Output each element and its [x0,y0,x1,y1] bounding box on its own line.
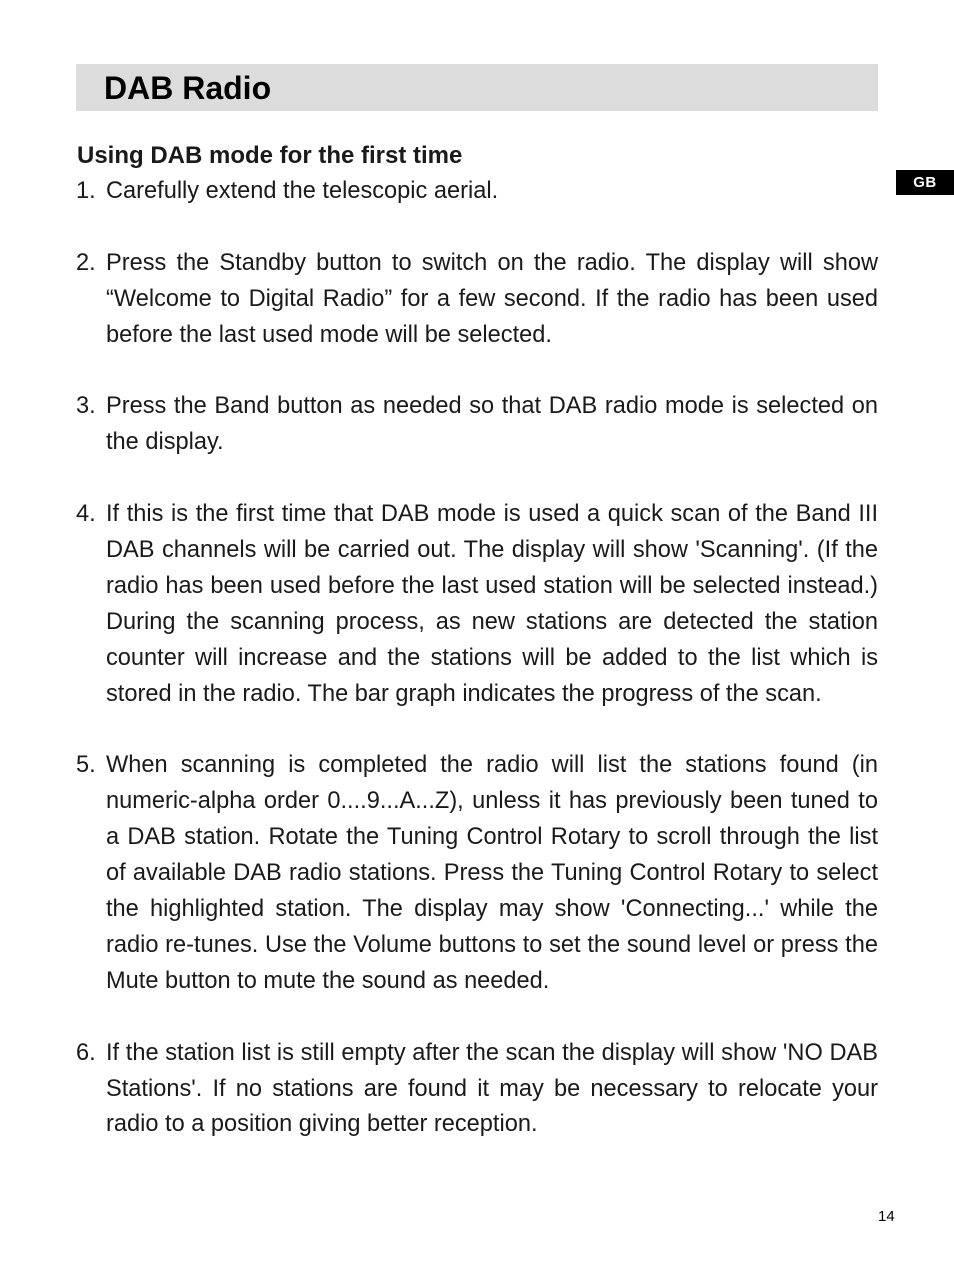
instruction-step-4 [76,497,878,712]
step-number: 6. [76,1039,96,1066]
language-tab: GB [896,170,954,195]
step-text: Carefully extend the telescopic aerial. [106,178,499,204]
instruction-step-5 [76,748,878,999]
step-number: 2. [76,249,96,276]
step-number: 3. [76,393,96,420]
step-text: If the station list is still empty after the scan the display will show 'NO DAB Stations'. If no stations are found it may be necessary to relocate your radio to a position giving better reception. [106,1039,878,1138]
step-text: If this is the first time that DAB mode is used a quick scan of the Band III DAB channels will be carried out. The display will show 'Scanning'. (If the radio has been used before the last used station will be selected instead.) During the scanning process, as new stations are detected the station counter will increase and the stations will be added to the list which is stored in the radio. The bar graph indicates the progress of the scan. [106,501,878,707]
step-text: When scanning is completed the radio will list the stations found (in numeric-alpha order 0....9...A...Z), unless it has previously been tuned to a DAB station. Rotate the Tuning Control Rotary to scroll through the list of available DAB radio stations. Press the Tuning Control Rotary to select the highlighted station. The display may show 'Connecting...' while the radio re-tunes. Use the Volume buttons to set the sound level or press the Mute button to mute the sound as needed. [106,752,878,994]
step-number: 1. [76,178,96,204]
instruction-list [76,174,878,1179]
step-text: Press the Standby button to switch on the radio. The display will show “Welcome to Digital Radio” for a few second. If the radio has been used before the last used mode will be selected. [106,249,878,348]
page-title: DAB Radio [104,70,272,106]
section-heading: Using DAB mode for the first time [77,142,463,169]
instruction-step-2 [76,246,878,354]
step-text: Press the Band button as needed so that DAB radio mode is selected on the display. [106,393,878,456]
instruction-step-3 [76,389,878,461]
page-number: 14 [878,1208,895,1225]
title-bar [76,64,878,111]
instruction-step-6 [76,1036,878,1144]
instruction-step-1 [76,174,878,210]
step-number: 5. [76,752,96,779]
step-number: 4. [76,501,96,528]
